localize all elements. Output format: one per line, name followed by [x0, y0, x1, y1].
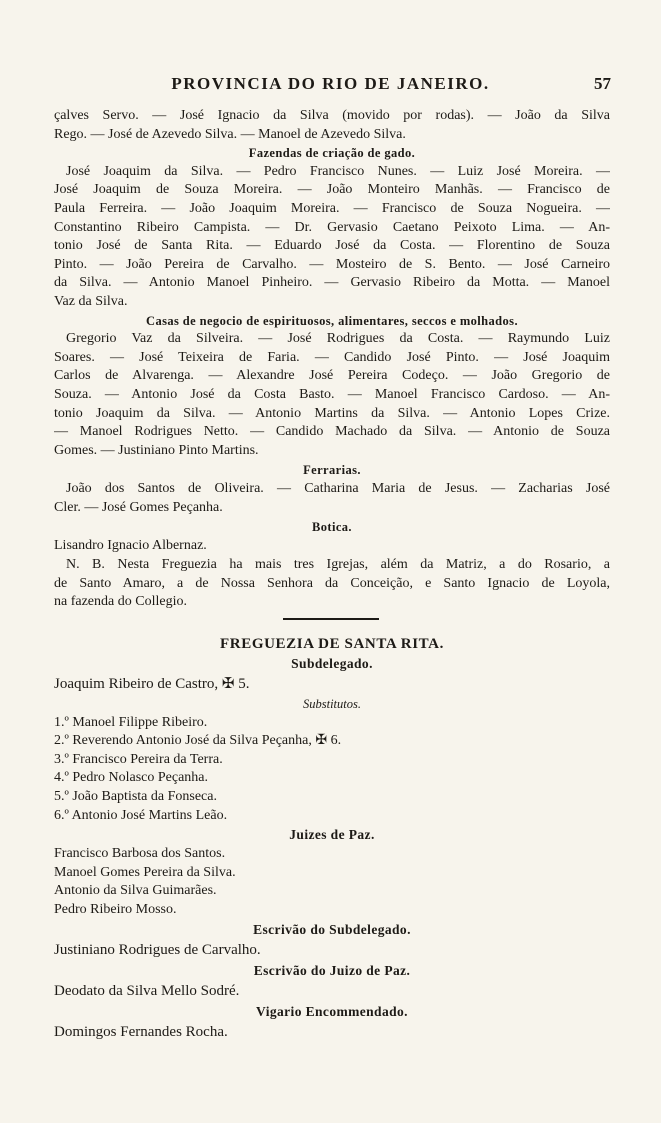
- text-line: Gomes. — Justiniano Pinto Martins.: [54, 442, 259, 458]
- text-line: Lisandro Ignacio Albernaz.: [54, 538, 207, 554]
- heading-escrivao-juizo: Escrivão do Juizo de Paz.: [253, 962, 411, 978]
- heading-substitutos: Substitutos.: [303, 697, 361, 711]
- text-line: Constantino Ribeiro Campista. — Dr. Gervasio Caetano Peixoto Lima. — An-: [54, 219, 610, 235]
- page-header: [0, 74, 661, 98]
- list-item: Pedro Ribeiro Mosso.: [54, 901, 177, 917]
- text-line: çalves Servo. — José Ignacio da Silva (movido por rodas). — João da Silva: [54, 108, 610, 123]
- text-line: Vaz da Silva.: [54, 293, 128, 309]
- list-item: 6.º Antonio José Martins Leão.: [54, 807, 228, 823]
- text-line: João dos Santos de Oliveira. — Catharina Maria de Jesus. — Zacharias José: [66, 481, 610, 497]
- text-line: Gregorio Vaz da Silveira. — José Rodrigues da Costa. — Raymundo Luiz: [66, 331, 610, 347]
- text-line: Paula Ferreira. — João Joaquim Moreira. — Francisco de Souza Nogueira. —: [54, 200, 610, 216]
- nota-bene-line: N. B. Nesta Freguezia ha mais tres Igrejas, além da Matriz, a do Rosario, a: [66, 557, 610, 573]
- text-line: tonio Joaquim da Silva. — Antonio Martins da Silva. — Antonio Lopes Crize.: [54, 405, 610, 421]
- heading-juizes-de-paz: Juizes de Paz.: [289, 827, 375, 843]
- text-line: — Manoel Rodrigues Netto. — Candido Machado da Silva. — Antonio de Souza: [54, 424, 610, 440]
- section-santa-rita: [54, 634, 610, 1043]
- list-item: 5.º João Baptista da Fonseca.: [54, 788, 217, 804]
- text-line: Pinto. — João Pereira de Carvalho. — Mosteiro de S. Bento. — José Carneiro: [54, 256, 610, 272]
- list-item: 3.º Francisco Pereira da Terra.: [54, 751, 223, 767]
- section-province-continuation: [54, 107, 610, 612]
- heading-vigario: Vigario Encommendado.: [256, 1003, 408, 1019]
- heading-escrivao-subdelegado: Escrivão do Subdelegado.: [253, 921, 411, 937]
- heading-casas-de-negocio: Casas de negocio de espirituosos, alimentares, seccos e molhados.: [146, 313, 518, 328]
- text-line: José Joaquim da Silva. — Pedro Francisco Nunes. — Luiz José Moreira. —: [66, 163, 610, 179]
- text-line: Cler. — José Gomes Peçanha.: [54, 499, 223, 515]
- text-line: Deodato da Silva Mello Sodré.: [54, 982, 240, 999]
- list-item: 2.º Reverendo Antonio José da Silva Peçanha, ✠ 6.: [54, 733, 342, 749]
- text-line: na fazenda do Collegio.: [54, 594, 187, 610]
- text-line: Carlos de Alvarenga. — Alexandre José Pereira Codeço. — João Gregorio de: [54, 368, 610, 384]
- list-item: Francisco Barbosa dos Santos.: [54, 846, 226, 862]
- text-line: Domingos Fernandes Rocha.: [54, 1023, 228, 1040]
- text-line: Soares. — José Teixeira de Faria. — Candido José Pinto. — José Joaquim: [54, 349, 610, 365]
- text-line: José Joaquim de Souza Moreira. — João Monteiro Manhãs. — Francisco de: [54, 182, 610, 198]
- list-item: Manoel Gomes Pereira da Silva.: [54, 864, 236, 880]
- heading-botica: Botica.: [312, 520, 352, 535]
- section-title: FREGUEZIA DE SANTA RITA.: [220, 636, 444, 652]
- text-line: Justiniano Rodrigues de Carvalho.: [54, 941, 261, 958]
- text-line: tonio José de Santa Rita. — Eduardo José da Costa. — Florentino de Souza: [54, 238, 610, 254]
- text-line: Souza. — Antonio José da Costa Basto. — Manoel Francisco Cardoso. — An-: [54, 386, 610, 402]
- running-title: PROVINCIA DO RIO DE JANEIRO.: [171, 74, 490, 93]
- text-line: Joaquim Ribeiro de Castro, ✠ 5.: [54, 676, 250, 692]
- heading-ferrarias: Ferrarias.: [303, 463, 361, 478]
- section-divider: [283, 618, 379, 620]
- page-number: 57: [594, 74, 611, 93]
- list-item: Antonio da Silva Guimarães.: [54, 883, 217, 899]
- text-line: de Santo Amaro, a de Nossa Senhora da Conceição, e Santo Ignacio de Loyola,: [54, 575, 610, 591]
- list-item: 4.º Pedro Nolasco Peçanha.: [54, 770, 209, 786]
- text-line: Rego. — José de Azevedo Silva. — Manoel de Azevedo Silva.: [54, 126, 406, 142]
- text-line: da Silva. — Antonio Manoel Pinheiro. — Gervasio Ribeiro da Motta. — Manoel: [54, 275, 610, 291]
- heading-subdelegado: Subdelegado.: [291, 656, 373, 671]
- heading-fazendas: Fazendas de criação de gado.: [248, 146, 416, 161]
- list-item: 1.º Manoel Filippe Ribeiro.: [54, 714, 208, 730]
